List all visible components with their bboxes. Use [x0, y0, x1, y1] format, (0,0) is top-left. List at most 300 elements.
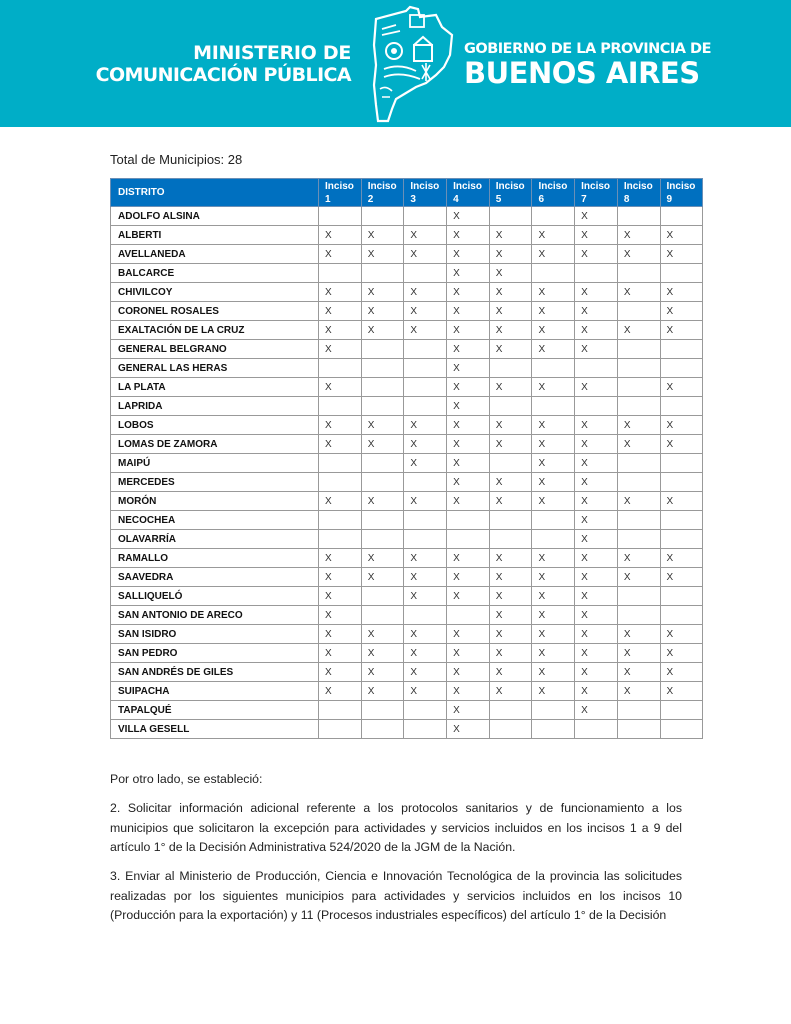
inciso-4-cell: X [447, 264, 490, 283]
inciso-9-cell [660, 359, 703, 378]
distrito-cell: MAIPÚ [111, 454, 319, 473]
inciso-7-cell [575, 397, 618, 416]
inciso-6-cell: X [532, 644, 575, 663]
inciso-2-cell: X [361, 245, 404, 264]
inciso-8-cell [617, 378, 660, 397]
inciso-4-cell: X [447, 644, 490, 663]
inciso-8-cell [617, 340, 660, 359]
distrito-cell: EXALTACIÓN DE LA CRUZ [111, 321, 319, 340]
inciso-4-cell: X [447, 397, 490, 416]
inciso-9-cell [660, 340, 703, 359]
paragraph-item-2: 2. Solicitar información adicional referente a los protocolos sanitarios y de funcionamiento a los municipios que solicitaron la excepción para actividades y servicios incluidos en los incisos 1 a 9 del artículo 1° de la Decisión Administrativa 524/2020 de la JGM de la Nación. [110, 801, 682, 854]
inciso-9-cell [660, 720, 703, 739]
inciso-7-cell: X [575, 511, 618, 530]
inciso-9-cell [660, 511, 703, 530]
inciso-2-cell: X [361, 644, 404, 663]
inciso-8-cell: X [617, 283, 660, 302]
table-row [111, 663, 703, 682]
inciso-1-cell: X [319, 245, 362, 264]
inciso-3-cell: X [404, 283, 447, 302]
table-row [111, 625, 703, 644]
inciso-7-cell: X [575, 606, 618, 625]
inciso-3-cell: X [404, 587, 447, 606]
inciso-3-cell: X [404, 549, 447, 568]
inciso-8-cell [617, 606, 660, 625]
inciso-3-cell [404, 207, 447, 226]
inciso-1-cell: X [319, 378, 362, 397]
inciso-3-cell [404, 473, 447, 492]
inciso-4-cell: X [447, 226, 490, 245]
table-body [111, 207, 703, 739]
gov-line-2: BUENOS AIRES [464, 56, 700, 90]
inciso-7-cell: X [575, 625, 618, 644]
inciso-8-cell [617, 397, 660, 416]
inciso-8-cell [617, 359, 660, 378]
inciso-4-cell: X [447, 321, 490, 340]
inciso-1-cell [319, 473, 362, 492]
inciso-2-cell: X [361, 226, 404, 245]
inciso-7-cell: X [575, 226, 618, 245]
inciso-5-cell: X [489, 568, 532, 587]
table-row [111, 454, 703, 473]
table-row [111, 340, 703, 359]
inciso-1-cell [319, 511, 362, 530]
inciso-1-cell: X [319, 644, 362, 663]
total-municipios: Total de Municipios: 28 [110, 152, 243, 167]
inciso-2-cell [361, 530, 404, 549]
inciso-2-cell [361, 587, 404, 606]
distrito-cell: SAN ANTONIO DE ARECO [111, 606, 319, 625]
inciso-6-cell [532, 530, 575, 549]
inciso-8-cell [617, 473, 660, 492]
inciso-7-cell: X [575, 587, 618, 606]
inciso-3-cell: X [404, 644, 447, 663]
inciso-5-cell: X [489, 226, 532, 245]
inciso-5-cell: X [489, 435, 532, 454]
table-row [111, 511, 703, 530]
inciso-4-cell [447, 511, 490, 530]
inciso-4-cell: X [447, 340, 490, 359]
inciso-9-cell: X [660, 663, 703, 682]
inciso-8-cell [617, 720, 660, 739]
inciso-9-cell [660, 397, 703, 416]
inciso-1-cell: X [319, 321, 362, 340]
table-row [111, 492, 703, 511]
inciso-5-cell [489, 207, 532, 226]
inciso-7-cell: X [575, 568, 618, 587]
inciso-2-cell [361, 264, 404, 283]
inciso-8-cell [617, 530, 660, 549]
inciso-1-cell: X [319, 226, 362, 245]
inciso-1-cell: X [319, 549, 362, 568]
inciso-6-cell: X [532, 416, 575, 435]
table-row [111, 302, 703, 321]
inciso-1-cell: X [319, 435, 362, 454]
inciso-6-cell: X [532, 340, 575, 359]
table-row [111, 359, 703, 378]
inciso-4-cell [447, 606, 490, 625]
inciso-7-cell [575, 359, 618, 378]
inciso-5-cell: X [489, 473, 532, 492]
inciso-4-cell: X [447, 359, 490, 378]
inciso-7-cell: X [575, 473, 618, 492]
inciso-8-cell: X [617, 416, 660, 435]
distrito-cell: SAN PEDRO [111, 644, 319, 663]
inciso-5-cell: X [489, 606, 532, 625]
inciso-8-cell: X [617, 226, 660, 245]
inciso-9-cell [660, 606, 703, 625]
inciso-3-cell [404, 340, 447, 359]
inciso-5-cell [489, 530, 532, 549]
distrito-cell: BALCARCE [111, 264, 319, 283]
distrito-cell: SALLIQUELÓ [111, 587, 319, 606]
inciso-9-cell: X [660, 302, 703, 321]
inciso-1-cell: X [319, 340, 362, 359]
inciso-2-cell: X [361, 321, 404, 340]
inciso-3-cell [404, 378, 447, 397]
inciso-4-cell: X [447, 454, 490, 473]
inciso-2-cell: X [361, 302, 404, 321]
inciso-8-cell: X [617, 625, 660, 644]
inciso-4-cell: X [447, 245, 490, 264]
distrito-cell: ALBERTI [111, 226, 319, 245]
inciso-3-cell: X [404, 245, 447, 264]
inciso-9-cell [660, 207, 703, 226]
inciso-9-cell [660, 530, 703, 549]
inciso-5-cell [489, 454, 532, 473]
inciso-6-cell [532, 701, 575, 720]
inciso-8-cell [617, 701, 660, 720]
inciso-3-cell: X [404, 416, 447, 435]
inciso-9-cell: X [660, 378, 703, 397]
inciso-7-cell: X [575, 321, 618, 340]
distrito-cell: MERCEDES [111, 473, 319, 492]
column-header-inciso-6: Inciso 6 [532, 179, 575, 207]
column-header-inciso-7: Inciso 7 [575, 179, 618, 207]
inciso-9-cell [660, 473, 703, 492]
distrito-cell: VILLA GESELL [111, 720, 319, 739]
inciso-2-cell: X [361, 435, 404, 454]
inciso-7-cell: X [575, 245, 618, 264]
distrito-cell: NECOCHEA [111, 511, 319, 530]
distrito-cell: SUIPACHA [111, 682, 319, 701]
inciso-6-cell [532, 207, 575, 226]
inciso-3-cell: X [404, 435, 447, 454]
inciso-8-cell: X [617, 435, 660, 454]
inciso-9-cell: X [660, 226, 703, 245]
inciso-8-cell: X [617, 492, 660, 511]
inciso-8-cell [617, 511, 660, 530]
inciso-7-cell: X [575, 454, 618, 473]
inciso-7-cell: X [575, 283, 618, 302]
table-row [111, 549, 703, 568]
column-header-inciso-4: Inciso 4 [447, 179, 490, 207]
inciso-8-cell: X [617, 663, 660, 682]
inciso-6-cell: X [532, 606, 575, 625]
inciso-9-cell: X [660, 435, 703, 454]
gov-line-1: GOBIERNO DE LA PROVINCIA DE [464, 41, 711, 57]
inciso-6-cell: X [532, 435, 575, 454]
inciso-1-cell: X [319, 283, 362, 302]
table-row [111, 644, 703, 663]
distrito-cell: ADOLFO ALSINA [111, 207, 319, 226]
table-row [111, 264, 703, 283]
inciso-9-cell: X [660, 245, 703, 264]
inciso-4-cell: X [447, 473, 490, 492]
inciso-7-cell: X [575, 416, 618, 435]
inciso-1-cell: X [319, 302, 362, 321]
inciso-7-cell: X [575, 530, 618, 549]
distrito-cell: SAAVEDRA [111, 568, 319, 587]
inciso-1-cell: X [319, 625, 362, 644]
inciso-2-cell [361, 720, 404, 739]
inciso-2-cell [361, 359, 404, 378]
inciso-7-cell: X [575, 701, 618, 720]
inciso-3-cell [404, 264, 447, 283]
inciso-3-cell: X [404, 568, 447, 587]
inciso-2-cell [361, 207, 404, 226]
column-header-inciso-5: Inciso 5 [489, 179, 532, 207]
inciso-6-cell [532, 511, 575, 530]
column-header-distrito: DISTRITO [111, 179, 319, 207]
table-row [111, 530, 703, 549]
inciso-8-cell [617, 587, 660, 606]
inciso-6-cell: X [532, 245, 575, 264]
municipios-table [110, 178, 703, 739]
inciso-6-cell: X [532, 587, 575, 606]
inciso-6-cell: X [532, 492, 575, 511]
inciso-8-cell: X [617, 549, 660, 568]
inciso-4-cell [447, 530, 490, 549]
inciso-5-cell [489, 701, 532, 720]
inciso-2-cell: X [361, 549, 404, 568]
province-map-emblem-icon [366, 5, 456, 123]
inciso-3-cell: X [404, 625, 447, 644]
table-row [111, 283, 703, 302]
inciso-3-cell [404, 359, 447, 378]
inciso-5-cell: X [489, 625, 532, 644]
inciso-4-cell: X [447, 492, 490, 511]
inciso-8-cell: X [617, 644, 660, 663]
inciso-3-cell [404, 530, 447, 549]
inciso-1-cell [319, 359, 362, 378]
inciso-4-cell: X [447, 302, 490, 321]
inciso-2-cell [361, 511, 404, 530]
inciso-4-cell: X [447, 701, 490, 720]
inciso-9-cell: X [660, 568, 703, 587]
table-header-row [111, 179, 703, 207]
inciso-2-cell: X [361, 663, 404, 682]
inciso-2-cell [361, 473, 404, 492]
distrito-cell: LOMAS DE ZAMORA [111, 435, 319, 454]
inciso-6-cell [532, 264, 575, 283]
inciso-1-cell [319, 720, 362, 739]
inciso-5-cell: X [489, 492, 532, 511]
inciso-2-cell [361, 378, 404, 397]
inciso-2-cell: X [361, 625, 404, 644]
inciso-7-cell: X [575, 302, 618, 321]
inciso-6-cell: X [532, 663, 575, 682]
inciso-3-cell: X [404, 454, 447, 473]
column-header-inciso-9: Inciso 9 [660, 179, 703, 207]
inciso-9-cell: X [660, 283, 703, 302]
column-header-inciso-1: Inciso 1 [319, 179, 362, 207]
province-logo-text [464, 40, 711, 88]
paragraph-intro: Por otro lado, se estableció: [110, 772, 263, 786]
inciso-5-cell: X [489, 302, 532, 321]
inciso-4-cell: X [447, 625, 490, 644]
inciso-4-cell: X [447, 682, 490, 701]
inciso-9-cell [660, 454, 703, 473]
inciso-3-cell: X [404, 682, 447, 701]
inciso-8-cell [617, 207, 660, 226]
inciso-6-cell: X [532, 321, 575, 340]
inciso-4-cell: X [447, 720, 490, 739]
inciso-7-cell [575, 264, 618, 283]
table-row [111, 606, 703, 625]
inciso-8-cell [617, 302, 660, 321]
inciso-9-cell [660, 701, 703, 720]
inciso-1-cell: X [319, 587, 362, 606]
header-banner [0, 0, 791, 127]
inciso-9-cell [660, 264, 703, 283]
inciso-3-cell [404, 606, 447, 625]
table-row [111, 587, 703, 606]
inciso-8-cell [617, 264, 660, 283]
inciso-7-cell: X [575, 682, 618, 701]
inciso-8-cell [617, 454, 660, 473]
table-row [111, 207, 703, 226]
inciso-3-cell [404, 701, 447, 720]
inciso-4-cell: X [447, 549, 490, 568]
inciso-6-cell [532, 397, 575, 416]
inciso-7-cell: X [575, 492, 618, 511]
inciso-9-cell: X [660, 416, 703, 435]
table-row [111, 435, 703, 454]
inciso-1-cell: X [319, 682, 362, 701]
inciso-5-cell: X [489, 245, 532, 264]
inciso-9-cell: X [660, 321, 703, 340]
inciso-9-cell: X [660, 492, 703, 511]
distrito-cell: SAN ISIDRO [111, 625, 319, 644]
inciso-1-cell: X [319, 416, 362, 435]
inciso-7-cell: X [575, 207, 618, 226]
inciso-9-cell: X [660, 644, 703, 663]
inciso-1-cell [319, 264, 362, 283]
inciso-6-cell: X [532, 473, 575, 492]
inciso-1-cell [319, 530, 362, 549]
inciso-3-cell [404, 720, 447, 739]
inciso-3-cell: X [404, 663, 447, 682]
table-row [111, 226, 703, 245]
inciso-1-cell: X [319, 568, 362, 587]
table-row [111, 473, 703, 492]
inciso-3-cell: X [404, 226, 447, 245]
inciso-5-cell: X [489, 283, 532, 302]
inciso-2-cell [361, 606, 404, 625]
distrito-cell: GENERAL BELGRANO [111, 340, 319, 359]
inciso-4-cell: X [447, 587, 490, 606]
table-row [111, 397, 703, 416]
table-row [111, 321, 703, 340]
inciso-1-cell [319, 207, 362, 226]
inciso-1-cell [319, 454, 362, 473]
distrito-cell: LOBOS [111, 416, 319, 435]
inciso-9-cell [660, 587, 703, 606]
inciso-1-cell [319, 397, 362, 416]
inciso-5-cell: X [489, 663, 532, 682]
distrito-cell: SAN ANDRÉS DE GILES [111, 663, 319, 682]
inciso-7-cell: X [575, 340, 618, 359]
inciso-8-cell: X [617, 321, 660, 340]
inciso-7-cell: X [575, 663, 618, 682]
inciso-6-cell [532, 720, 575, 739]
inciso-7-cell: X [575, 549, 618, 568]
inciso-3-cell: X [404, 492, 447, 511]
inciso-5-cell: X [489, 340, 532, 359]
inciso-3-cell: X [404, 302, 447, 321]
inciso-9-cell: X [660, 549, 703, 568]
distrito-cell: CHIVILCOY [111, 283, 319, 302]
inciso-4-cell: X [447, 416, 490, 435]
inciso-4-cell: X [447, 568, 490, 587]
column-header-inciso-8: Inciso 8 [617, 179, 660, 207]
inciso-9-cell: X [660, 682, 703, 701]
inciso-5-cell: X [489, 416, 532, 435]
inciso-5-cell: X [489, 644, 532, 663]
inciso-4-cell: X [447, 435, 490, 454]
distrito-cell: OLAVARRÍA [111, 530, 319, 549]
distrito-cell: RAMALLO [111, 549, 319, 568]
inciso-7-cell: X [575, 378, 618, 397]
inciso-6-cell: X [532, 226, 575, 245]
inciso-7-cell: X [575, 644, 618, 663]
table-row [111, 245, 703, 264]
inciso-2-cell [361, 454, 404, 473]
inciso-4-cell: X [447, 663, 490, 682]
inciso-5-cell [489, 511, 532, 530]
inciso-5-cell: X [489, 264, 532, 283]
inciso-7-cell [575, 720, 618, 739]
inciso-6-cell: X [532, 682, 575, 701]
distrito-cell: LAPRIDA [111, 397, 319, 416]
table-row [111, 568, 703, 587]
inciso-1-cell: X [319, 606, 362, 625]
inciso-8-cell: X [617, 682, 660, 701]
inciso-6-cell: X [532, 378, 575, 397]
inciso-6-cell [532, 359, 575, 378]
inciso-5-cell [489, 397, 532, 416]
distrito-cell: MORÓN [111, 492, 319, 511]
inciso-5-cell [489, 359, 532, 378]
inciso-3-cell: X [404, 321, 447, 340]
ministry-logo-text [96, 42, 351, 86]
column-header-inciso-2: Inciso 2 [361, 179, 404, 207]
inciso-5-cell [489, 720, 532, 739]
ministry-line-2: COMUNICACIÓN PÚBLICA [95, 64, 351, 86]
inciso-2-cell [361, 340, 404, 359]
inciso-4-cell: X [447, 283, 490, 302]
distrito-cell: TAPALQUÉ [111, 701, 319, 720]
inciso-9-cell: X [660, 625, 703, 644]
distrito-cell: AVELLANEDA [111, 245, 319, 264]
inciso-3-cell [404, 511, 447, 530]
inciso-5-cell: X [489, 549, 532, 568]
inciso-6-cell: X [532, 568, 575, 587]
distrito-cell: LA PLATA [111, 378, 319, 397]
inciso-1-cell: X [319, 663, 362, 682]
inciso-2-cell: X [361, 416, 404, 435]
